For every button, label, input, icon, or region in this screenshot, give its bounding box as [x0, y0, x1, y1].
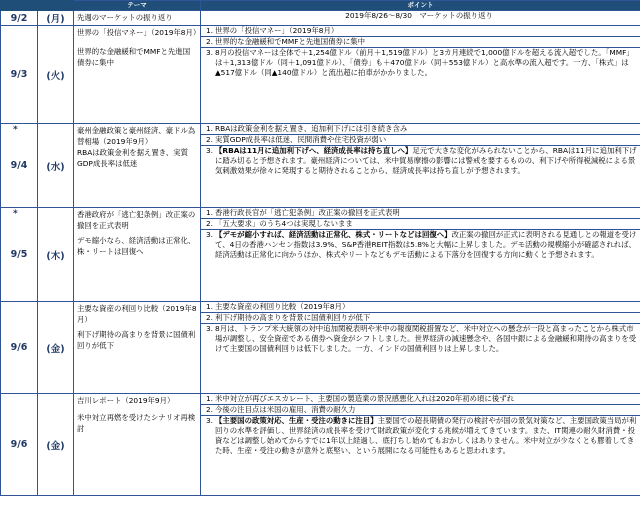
- point-text: 8月は、トランプ米大統領の対中追加関税表明や米中の報復関税措置など、米中対立への懸念が一段と高まったことから株式市場が調整し、安全資産である債券へ資金がシフトしました。世界経済の減速懸念や、各国中銀による金融緩和期待の高まりを受けて主要国の国債利回りは低下しました。一方、インドの国債利回りは上昇しました。: [215, 324, 637, 353]
- point-text: RBAは政策金利を据え置き、追加利下げには引き続き含み: [215, 124, 408, 133]
- point-text: 【RBAは11月に追加利下げへ、経済成長率は持ち直しへ】足元で大きな変化がみられないことから、RBAは11月に追加利下げに踏み切ると予想されます。豪州経済については、米中貿易摩擦の影響には警戒を要するものの、利下げや所得税減税による景気刺激効果が徐々に発現すると期待されることから、経済成長率は持ち直しが予想されます。: [215, 146, 637, 175]
- point-text: 利下げ期待の高まりを背景に国債利回りが低下: [215, 313, 371, 322]
- date-cell: 9/2: [1, 11, 38, 26]
- point-cell: 1. 香港行政長官が「逃亡犯条例」改正案の撤回を正式表明 2. 「五大要求」のうち4つは実現しないまま 3. 【デモが縮小すれば、経済活動は正常化、株式・リートなどは回復へ】改正案の撤回が正式に表明される見通しとの報道を受けて、4日の香港ハンセン指数は3.9%、S&P香港REIT指数は5.8%と大幅に上昇しました。デモ活動の規模縮小が確認されれば、経済活動は正常化に向かうほか、株式やリートなどもデモ活動による下落分を回復する方向に動くと予想されます。: [201, 208, 640, 302]
- date-cell: * 9/5: [1, 208, 38, 302]
- star-mark: *: [13, 209, 18, 219]
- weekday-cell: (水): [38, 124, 74, 208]
- header-row: [1, 1, 640, 11]
- point-text: 【主要国の政策対応、生産・受注の動きに注目】主要国での超長期債の発行の検討やが国の景気対策など、主要国政策当局が利回りの水準を評価し、世界経済の成長率を受けて財政政策が変化する兆候が増えてきています。また、IT関連の耐久財消費・投資などは調整し始めてからすでに1年以上経過し、底打ちし始めてもおかしくはありません。米中対立が少なくとも膠着してきた時、生産・受注の動きが意外と底堅い、という展開になる可能性もあると思われます。: [215, 416, 637, 455]
- theme-line: RBAは政策金利を据え置き、実質GDP成長率は低迷: [77, 148, 189, 168]
- weekday-cell: (金): [38, 302, 74, 394]
- date-cell: 9/6: [1, 302, 38, 394]
- table-row: [1, 394, 640, 496]
- point-text: 世界的な金融緩和でMMFと先進国債券に集中: [215, 37, 366, 46]
- table-row: [1, 208, 640, 302]
- point-text: 【デモが縮小すれば、経済活動は正常化、株式・リートなどは回復へ】改正案の撤回が正式に表明される見通しとの報道を受けて、4日の香港ハンセン指数は3.9%、S&P香港REIT指数は5.8%と大幅に上昇しました。デモ活動の規模縮小が確認されれば、経済活動は正常化に向かうほか、株式やリートなどもデモ活動による下落分を回復する方向に動くと予想されます。: [215, 230, 637, 259]
- theme-line: 豪州金融政策と豪州経済、豪ドル為替相場（2019年9月）: [77, 126, 196, 146]
- point-cell: [201, 11, 640, 26]
- point-text: 2019年8/26～8/30 マーケットの振り返り: [345, 11, 493, 20]
- star-mark: *: [13, 125, 18, 135]
- header-blank: [1, 1, 74, 11]
- theme-cell: [74, 124, 201, 208]
- theme-line: 主要な資産の利回り比較（2019年8月）: [77, 304, 197, 324]
- theme-line: 米中対立再燃を受けたシナリオ再検討: [77, 413, 196, 433]
- theme-line: 世界的な金融緩和でMMFと先進国債券に集中: [77, 47, 191, 67]
- weekday-cell: (木): [38, 208, 74, 302]
- theme-line: 香港政府が「逃亡犯条例」改正案の撤回を正式表明: [77, 210, 196, 230]
- theme-cell: [74, 208, 201, 302]
- point-text: 主要な資産の利回り比較（2019年8月）: [215, 302, 350, 311]
- point-cell: 1. 世界の「投信マネー」（2019年8月） 2. 世界的な金融緩和でMMFと先進国債券に集中 3. 8月の投信マネーは全体で＋1,254億ドル（前月＋1,519億ドル）と3カ月連続で1,000億ドルを超える流入超でした。「MMF」は＋1,313億ドル（同＋1,091億ドル）、「債券」も＋470億ドル（同＋553億ドル）と高水準の流入超です。一方、「株式」は▲517億ドル（同▲140億ドル）と流出超に拍車がかかりました。: [201, 26, 640, 124]
- point-cell: 1. 主要な資産の利回り比較（2019年8月） 2. 利下げ期待の高まりを背景に国債利回りが低下 3. 8月は、トランプ米大統領の対中追加関税表明や米中の報復関税措置など、米中対立への懸念が一段と高まったことから株式市場が調整し、安全資産である債券へ資金がシフトしました。世界経済の減速懸念や、各国中銀による金融緩和期待の高まりを受けて主要国の国債利回りは低下しました。一方、インドの国債利回りは上昇しました。: [201, 302, 640, 394]
- theme-line: 世界の「投信マネー」（2019年8月）: [77, 28, 201, 37]
- theme-cell: [74, 11, 201, 26]
- weekday-cell: (火): [38, 26, 74, 124]
- theme-cell: [74, 302, 201, 394]
- point-cell: 1. 米中対立が再びエスカレート、主要国の製造業の景況感悪化入れは2020年初め頃に後ずれ 2. 今後の注目点は米国の雇用、消費の耐久力 3. 【主要国の政策対応、生産・受注の動きに注目】主要国での超長期債の発行の検討やが国の景気対策など、主要国政策当局が利回りの水準を評価し、世界経済の成長率を受けて財政政策が変化する兆候が増えてきています。また、IT関連の耐久財消費・投資などは調整し始めてからすでに1年以上経過し、底打ちし始めてもおかしくはありません。米中対立が少なくとも膠着してきた時、生産・受注の動きが意外と底堅い、という展開になる可能性もあると思われます。: [201, 394, 640, 496]
- point-text: 8月の投信マネーは全体で＋1,254億ドル（前月＋1,519億ドル）と3カ月連続で1,000億ドルを超える流入超でした。「MMF」は＋1,313億ドル（同＋1,091億ドル）、「債券」も＋470億ドル（同＋553億ドル）と高水準の流入超です。一方、「株式」は▲517億ドル（同▲140億ドル）と流出超に拍車がかかりました。: [215, 48, 634, 77]
- table-row: [1, 124, 640, 208]
- table-row: [1, 302, 640, 394]
- theme-line: 利下げ期待の高まりを背景に国債利回りが低下: [77, 330, 196, 350]
- point-text: 実質GDP成長率は低迷、民間消費や住宅投資が弱い: [215, 135, 387, 144]
- theme-cell: [74, 394, 201, 496]
- table-row: [1, 26, 640, 124]
- date-cell: * 9/4: [1, 124, 38, 208]
- weekday-cell: (月): [38, 11, 74, 26]
- date-cell: 9/6: [1, 394, 38, 496]
- theme-line: 吉川レポート（2019年9月）: [77, 396, 175, 405]
- table-row: [1, 11, 640, 26]
- header-point: ポイント: [201, 1, 640, 11]
- header-theme: テーマ: [74, 1, 201, 11]
- weekday-cell: (金): [38, 394, 74, 496]
- point-text: 香港行政長官が「逃亡犯条例」改正案の撤回を正式表明: [215, 208, 400, 217]
- point-cell: 1. RBAは政策金利を据え置き、追加利下げには引き続き含み 2. 実質GDP成長率は低迷、民間消費や住宅投資が弱い 3. 【RBAは11月に追加利下げへ、経済成長率は持ち直しへ】足元で大きな変化がみられないことから、RBAは11月に追加利下げに踏み切ると予想されます。豪州経済については、米中貿易摩擦の影響には警戒を要するものの、利下げや所得税減税による景気刺激効果が徐々に発現すると期待されることから、経済成長率は持ち直しが予想されます。: [201, 124, 640, 208]
- theme-cell: [74, 26, 201, 124]
- point-text: 「五大要求」のうち4つは実現しないまま: [215, 219, 353, 228]
- point-text: 今後の注目点は米国の雇用、消費の耐久力: [215, 405, 356, 414]
- point-text: 世界の「投信マネー」（2019年8月）: [215, 26, 339, 35]
- date-cell: 9/3: [1, 26, 38, 124]
- point-text: 米中対立が再びエスカレート、主要国の製造業の景況感悪化入れは2020年初め頃に後ずれ: [215, 394, 514, 403]
- theme-line: 先週のマーケットの振り返り: [77, 13, 173, 22]
- theme-line: デモ縮小なら、経済活動は正常化、株・リートは回復へ: [77, 236, 196, 256]
